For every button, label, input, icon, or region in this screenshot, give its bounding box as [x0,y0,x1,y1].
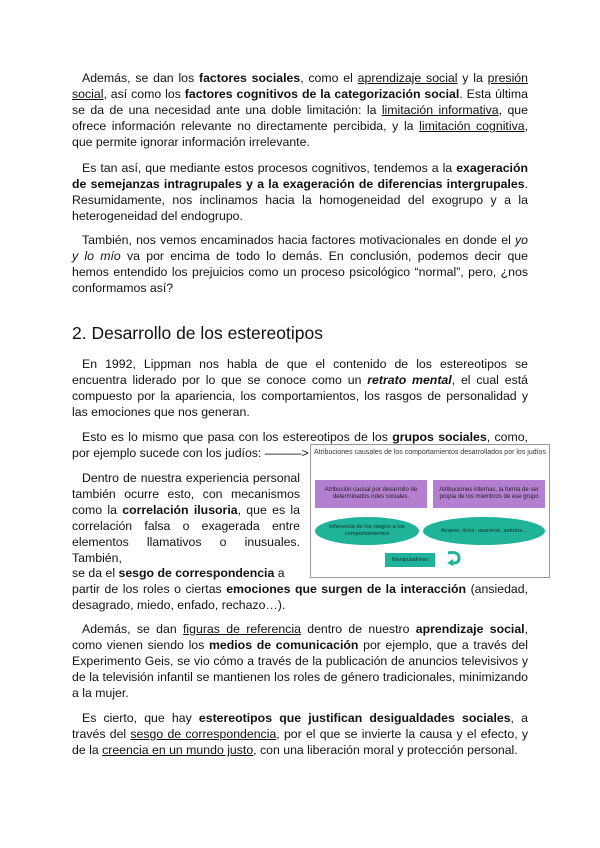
diagram-box-manipulators: Manipuladores [385,553,435,567]
paragraph-exaggeration: Es tan así, que mediante estos procesos cognitivos, tendemos a la exageración de semejanzas intragrupales y a la exageración de diferencias intergrupales. Resumidamente, nos inclinamos hacia la homogeneidad del exogrupo y a la heterogeneidad del endogrupo. [72,161,528,224]
paragraph-emotions: partir de los roles o ciertas emociones que surgen de la interacción (ansiedad, desagrado, miedo, enfado, rechazo…). [72,582,528,613]
paragraph-illusory-correlation: Dentro de nuestra experiencia personal también ocurre esto, con mecanismos como la correlación ilusoria, que es la correlación falsa o exagerada entre elementos llamativos o inusuales. También, [72,471,300,566]
paragraph-motivational: También, nos vemos encaminados hacia factores motivacionales en donde el yo y lo mío va por encima de todo lo demás. En conclusión, podemos decir que hemos entendido los prejuicios como un proceso psicológico “normal”, pero, ¿nos conformamos así? [72,233,528,296]
curved-arrow-icon [445,549,463,567]
diagram-box-internal: Atribuciones internas, la forma de ser propia de los miembros de ese grupo [433,480,545,508]
paragraph-correspondence-bias: se da el sesgo de correspondencia a [72,566,285,580]
diagram-title: Atribuciones causales de los comportamientos desarrollados por los judíos [314,449,546,456]
diagram-box-roles: Atribución causal por desarrollo de determinados roles sociales. [315,480,427,508]
paragraph-lippman: En 1992, Lippman nos habla de que el contenido de los estereotipos se encuentra liderado por lo que se conoce como un retrato mental, el cual está compuesto por la apariencia, los comportamientos, los rasgos de personalidad y las emociones que nos generan. [72,357,528,420]
attributions-diagram [310,444,550,578]
paragraph-social-groups: Esto es lo mismo que pasa con los estereotipos de los grupos sociales, como, por ejemplo sucede con los judíos: ———> [72,430,528,461]
diagram-ellipse-traits: Avaros, ricos, usureros, astutos... [423,517,545,545]
paragraph-reference-figures: Además, se dan figuras de referencia dentro de nuestro aprendizaje social, como vienen siendo los medios de comunicación por ejemplo, que a través del Experimento Geis, se vio cómo a través de la publicación de anuncios televisivos y de la televisión infantil se mantienen los roles de género tradicionales, minimizando a la mujer. [72,622,529,701]
diagram-ellipse-inference: Inferencia de los rasgos a los comportamientos [315,517,419,545]
section-heading: 2. Desarrollo de los estereotipos [72,323,323,343]
paragraph-social-factors: Además, se dan los factores sociales, como el aprendizaje social y la presión social, así como los factores cognitivos de la categorización social. Esta última se da de una necesidad ante una doble limitación: la limitación informativa, que ofrece información relevante no directamente percibida, y la limitación cognitiva, que permite ignorar información irrelevante. [72,71,528,150]
paragraph-inequalities: Es cierto, que hay estereotipos que justifican desigualdades sociales, a través del sesgo de correspondencia, por el que se invierte la causa y el efecto, y de la creencia en un mundo justo, con una liberación moral y protección personal. [72,711,528,758]
